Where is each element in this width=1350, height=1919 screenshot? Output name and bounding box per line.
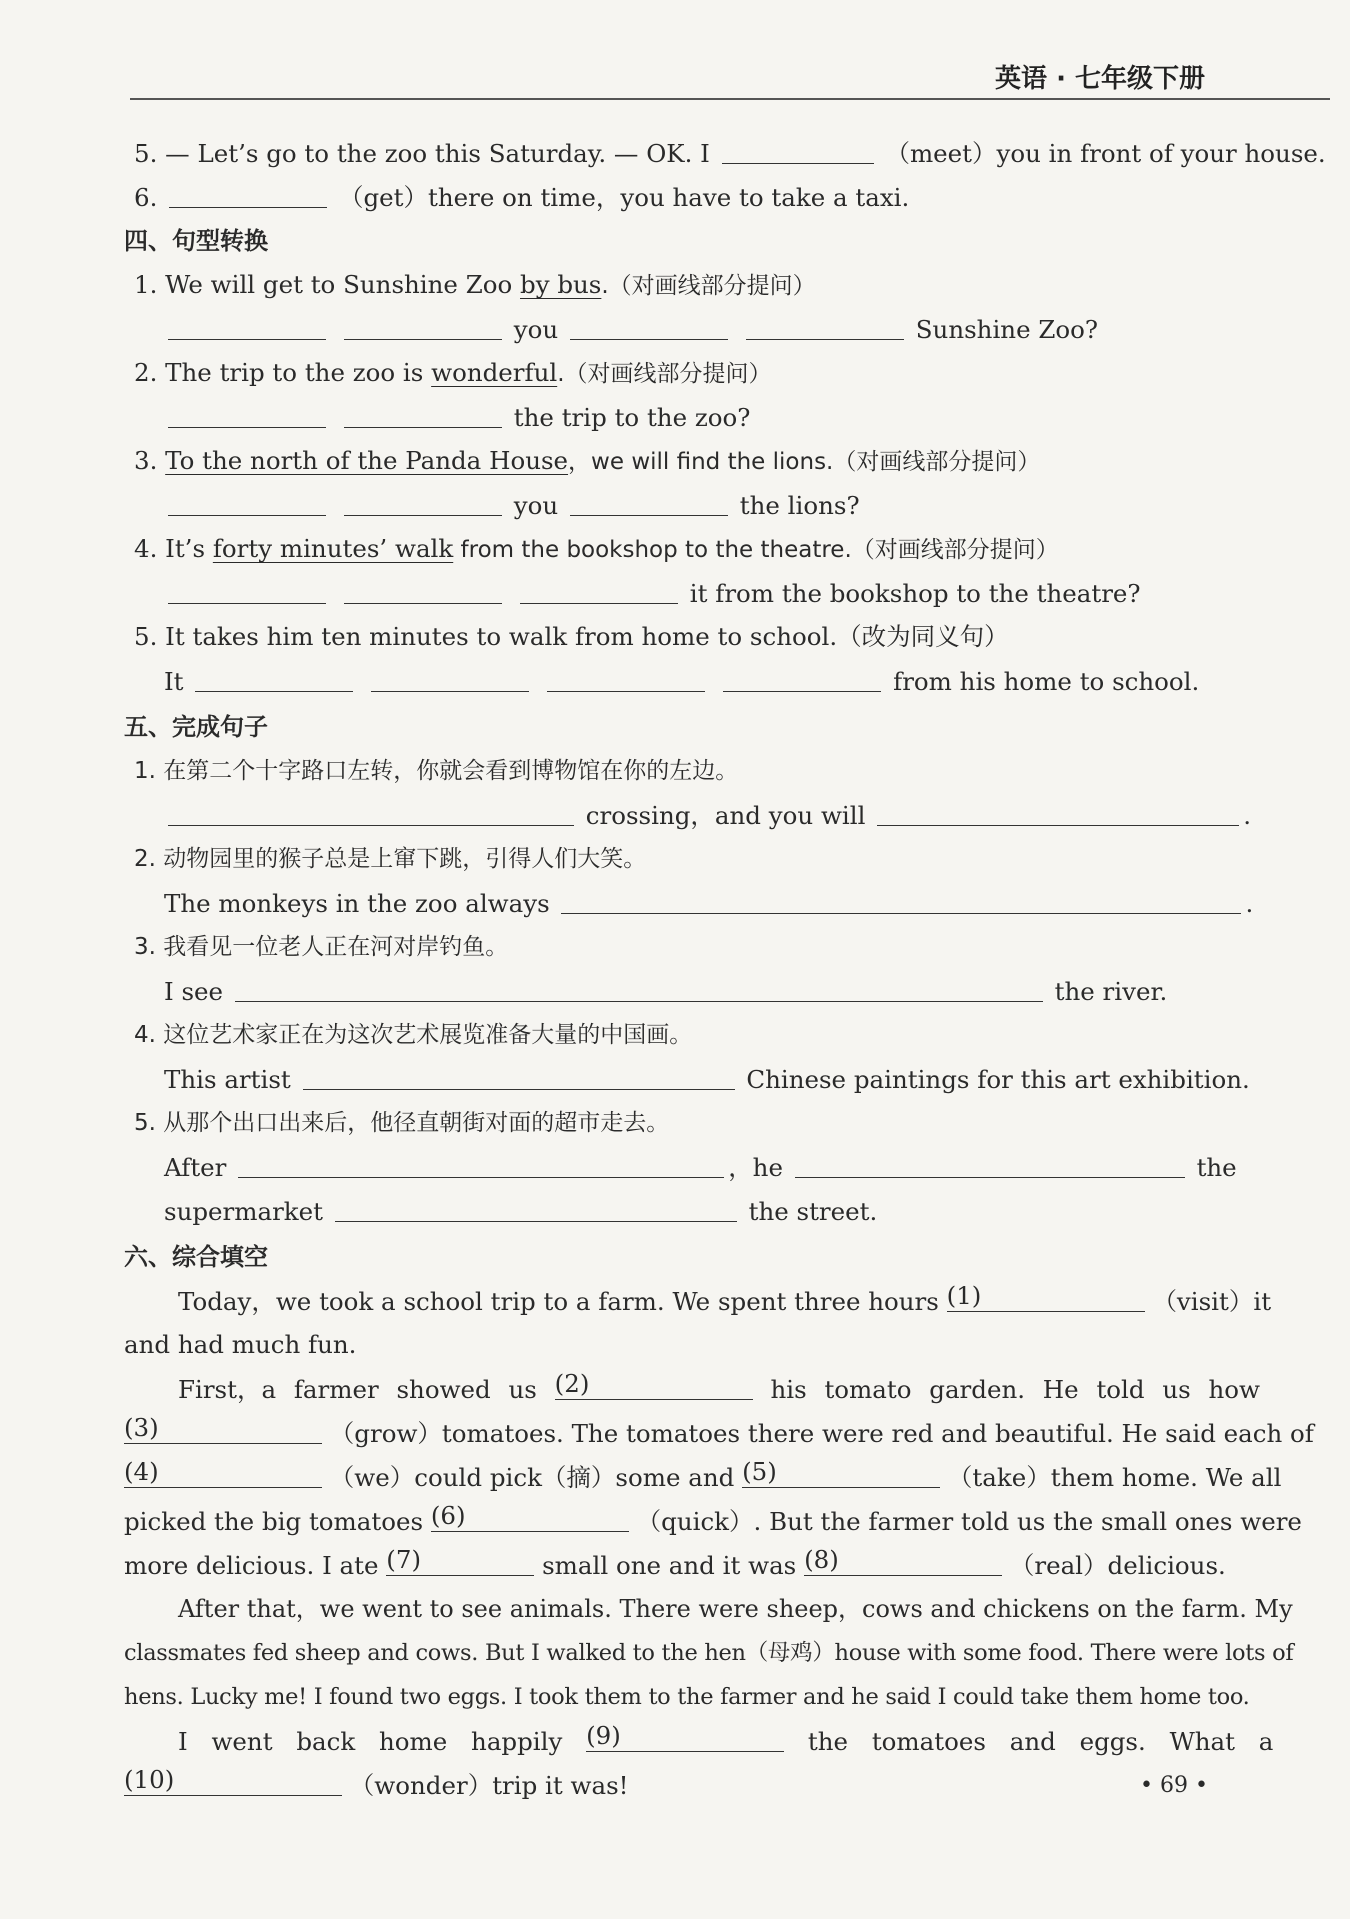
s5-q3-answer-line xyxy=(164,976,1167,1007)
underlined-phrase: To the north of the Panda House xyxy=(165,446,569,475)
text: （real）delicious. xyxy=(1009,1551,1226,1580)
text: （quick）. But the farmer told us the small ones were xyxy=(636,1507,1302,1536)
s6-p2-line5 xyxy=(124,1545,1226,1581)
cloze-blank-2[interactable] xyxy=(554,1369,753,1400)
s5-q4-start: This artist xyxy=(164,1065,291,1094)
cloze-num: (7) xyxy=(386,1545,422,1574)
answer-blank[interactable] xyxy=(795,1152,1185,1178)
s4-q1-line xyxy=(134,270,816,301)
s3-q6-hint: （get）there on time，you have to take a taxi. xyxy=(338,183,910,212)
s4-q2-line xyxy=(134,358,772,389)
answer-blank[interactable] xyxy=(877,800,1239,826)
s4-q5-end: from his home to school. xyxy=(893,667,1200,696)
answer-blank[interactable] xyxy=(371,666,529,692)
s6-p3-line1: After that，we went to see animals. There were sheep，cows and chickens on the farm. My xyxy=(178,1595,1293,1623)
s4-q1-end: Sunshine Zoo? xyxy=(915,315,1099,344)
text: First，a farmer showed us xyxy=(178,1375,537,1404)
s5-q2-prompt: 2. 动物园里的猴子总是上窜下跳，引得人们大笑。 xyxy=(134,846,647,872)
s4-q1-instruction: .（对画线部分提问） xyxy=(601,273,816,299)
s3-q6-num: 6. xyxy=(134,183,158,212)
s5-q5-answer-line-2 xyxy=(164,1196,877,1227)
s4-q2-instruction: .（对画线部分提问） xyxy=(557,361,772,387)
s3-q6-line xyxy=(134,182,909,213)
s5-q1-prompt: 1. 在第二个十字路口左转，你就会看到博物馆在你的左边。 xyxy=(134,758,739,784)
s5-q2-end: . xyxy=(1245,889,1254,918)
s5-q4-end: Chinese paintings for this art exhibition. xyxy=(746,1065,1250,1094)
s5-q2-answer-line xyxy=(164,888,1253,919)
s4-q4-text: 4. It’s xyxy=(134,534,213,563)
s6-p3-line2: classmates fed sheep and cows. But I walked to the hen（母鸡）house with some food. There were lots of xyxy=(124,1640,1294,1666)
cloze-num: (10) xyxy=(124,1765,175,1794)
s5-q3-start: I see xyxy=(164,977,224,1006)
s4-q1-answer-line xyxy=(164,314,1098,345)
cloze-blank-3[interactable] xyxy=(124,1413,322,1444)
answer-blank[interactable] xyxy=(344,490,502,516)
s5-q4-answer-line xyxy=(164,1064,1250,1095)
answer-blank[interactable] xyxy=(168,402,326,428)
s5-q5-end: the xyxy=(1196,1153,1237,1182)
text: （visit）it xyxy=(1152,1287,1272,1316)
s6-p1-line1 xyxy=(178,1281,1272,1317)
s4-q3-end: the lions? xyxy=(739,491,860,520)
page-header xyxy=(130,40,1330,102)
text: （we）could pick（摘）some and xyxy=(329,1463,735,1492)
s4-q1-you: you xyxy=(513,315,559,344)
cloze-num: (2) xyxy=(554,1369,590,1398)
text: more delicious. I ate xyxy=(124,1551,379,1580)
s5-q5-answer-line xyxy=(164,1152,1237,1183)
cloze-num: (1) xyxy=(946,1281,982,1310)
answer-blank[interactable] xyxy=(344,402,502,428)
s6-p2-line3 xyxy=(124,1457,1282,1493)
answer-blank[interactable] xyxy=(570,314,728,340)
s4-q5-it: It xyxy=(164,667,184,696)
s4-q5-answer-line xyxy=(164,666,1199,697)
answer-blank[interactable] xyxy=(195,666,353,692)
s3-q5-text: 5. — Let’s go to the zoo this Saturday. — OK. I xyxy=(134,139,710,168)
cloze-blank-6[interactable] xyxy=(430,1501,629,1532)
answer-blank[interactable] xyxy=(723,666,881,692)
s4-q4-answer-line xyxy=(164,578,1141,609)
cloze-blank-1[interactable] xyxy=(946,1281,1145,1312)
s5-q5-mid: ，he xyxy=(728,1153,783,1182)
s5-q4-prompt: 4. 这位艺术家正在为这次艺术展览准备大量的中国画。 xyxy=(134,1022,693,1048)
header-rule xyxy=(130,98,1330,100)
s4-q2-end: the trip to the zoo? xyxy=(513,403,751,432)
s5-q1-mid: crossing，and you will xyxy=(585,801,866,830)
underlined-phrase: forty minutes’ walk xyxy=(212,534,454,563)
s4-q1-text: 1. We will get to Sunshine Zoo xyxy=(134,270,521,299)
s3-q5-line xyxy=(134,138,1326,169)
s4-q2-text: 2. The trip to the zoo is xyxy=(134,358,432,387)
s5-q3-end: the river. xyxy=(1054,977,1168,1006)
answer-blank[interactable] xyxy=(303,1064,735,1090)
text: （wonder）trip it was! xyxy=(349,1771,629,1800)
text: （take）them home. We all xyxy=(947,1463,1282,1492)
s6-p2-line2 xyxy=(124,1413,1314,1449)
text: （grow）tomatoes. The tomatoes there were red and beautiful. He said each of xyxy=(329,1419,1314,1448)
s5-q1-end: . xyxy=(1243,801,1252,830)
s4-q3-line xyxy=(134,446,1040,477)
s4-q5-line xyxy=(134,622,1009,652)
s5-q5-start: After xyxy=(164,1153,227,1182)
s6-p1-line2: and had much fun. xyxy=(124,1330,357,1359)
answer-blank[interactable] xyxy=(344,578,502,604)
answer-blank[interactable] xyxy=(169,182,327,208)
s4-q3-answer-line xyxy=(164,490,860,521)
text: small one and it was xyxy=(542,1551,797,1580)
answer-blank[interactable] xyxy=(722,138,874,164)
s4-q5-text: 5. It takes him ten minutes to walk from home to school.（改为同义句） xyxy=(134,622,1009,651)
cloze-num: (3) xyxy=(124,1413,159,1442)
s4-q4-line xyxy=(134,534,1059,565)
underlined-phrase: wonderful xyxy=(431,358,558,387)
underlined-phrase: by bus xyxy=(520,270,602,299)
cloze-blank-9[interactable] xyxy=(586,1721,784,1752)
cloze-num: (8) xyxy=(804,1545,839,1574)
cloze-blank-7[interactable] xyxy=(386,1545,534,1576)
cloze-num: (9) xyxy=(586,1721,621,1750)
header-title: 英语 · 七年级下册 xyxy=(995,64,1205,94)
text: I went back home happily xyxy=(178,1727,563,1756)
answer-blank[interactable] xyxy=(235,976,1043,1002)
s4-q3-text: ，we will find the lions.（对画线部分提问） xyxy=(568,449,1041,475)
answer-blank[interactable] xyxy=(520,578,678,604)
cloze-blank-10[interactable] xyxy=(124,1765,342,1796)
text: the tomatoes and eggs. What a xyxy=(807,1727,1274,1756)
cloze-num: (6) xyxy=(430,1501,466,1530)
answer-blank[interactable] xyxy=(561,888,1241,914)
section-4-title: 四、句型转换 xyxy=(124,227,268,255)
text: his tomato garden. He told us how xyxy=(770,1375,1260,1404)
answer-blank[interactable] xyxy=(570,490,728,516)
answer-blank[interactable] xyxy=(746,314,904,340)
s6-p4-line1 xyxy=(178,1721,1274,1757)
answer-blank[interactable] xyxy=(168,490,326,516)
s5-q1-answer-line xyxy=(164,800,1251,831)
cloze-blank-5[interactable] xyxy=(742,1457,940,1488)
answer-blank[interactable] xyxy=(344,314,502,340)
s6-p3-line3: hens. Lucky me! I found two eggs. I took them to the farmer and he said I could take them home too. xyxy=(124,1684,1250,1710)
answer-blank[interactable] xyxy=(168,578,326,604)
s6-p4-line2 xyxy=(124,1765,629,1801)
section-6-title: 六、综合填空 xyxy=(124,1243,268,1271)
s3-q5-hint: （meet）you in front of your house. xyxy=(885,139,1326,168)
answer-blank[interactable] xyxy=(335,1196,737,1222)
answer-blank[interactable] xyxy=(238,1152,724,1178)
cloze-blank-4[interactable] xyxy=(124,1457,322,1488)
s5-q5-l2-start: supermarket xyxy=(164,1197,323,1226)
answer-blank[interactable] xyxy=(168,800,574,826)
s4-q3-num: 3. xyxy=(134,446,166,475)
cloze-num: (5) xyxy=(742,1457,777,1486)
text: picked the big tomatoes xyxy=(124,1507,424,1536)
answer-blank[interactable] xyxy=(547,666,705,692)
s5-q3-prompt: 3. 我看见一位老人正在河对岸钓鱼。 xyxy=(134,934,509,960)
s5-q5-prompt: 5. 从那个出口出来后，他径直朝街对面的超市走去。 xyxy=(134,1110,670,1136)
answer-blank[interactable] xyxy=(168,314,326,340)
s4-q3-you: you xyxy=(513,491,559,520)
cloze-num: (4) xyxy=(124,1457,159,1486)
s4-q4-rest: from the bookshop to the theatre.（对画线部分提问） xyxy=(453,537,1059,563)
text: Today，we took a school trip to a farm. We spent three hours xyxy=(178,1287,939,1316)
s4-q2-answer-line xyxy=(164,402,750,433)
section-5-title: 五、完成句子 xyxy=(124,713,268,741)
s4-q4-end: it from the bookshop to the theatre? xyxy=(689,579,1141,608)
s5-q2-start: The monkeys in the zoo always xyxy=(164,889,550,918)
s6-p2-line4 xyxy=(124,1501,1302,1537)
page-number: • 69 • xyxy=(1140,1773,1208,1798)
cloze-blank-8[interactable] xyxy=(804,1545,1002,1576)
s6-p2-line1 xyxy=(178,1369,1260,1405)
s5-q5-l2-end: the street. xyxy=(748,1197,878,1226)
